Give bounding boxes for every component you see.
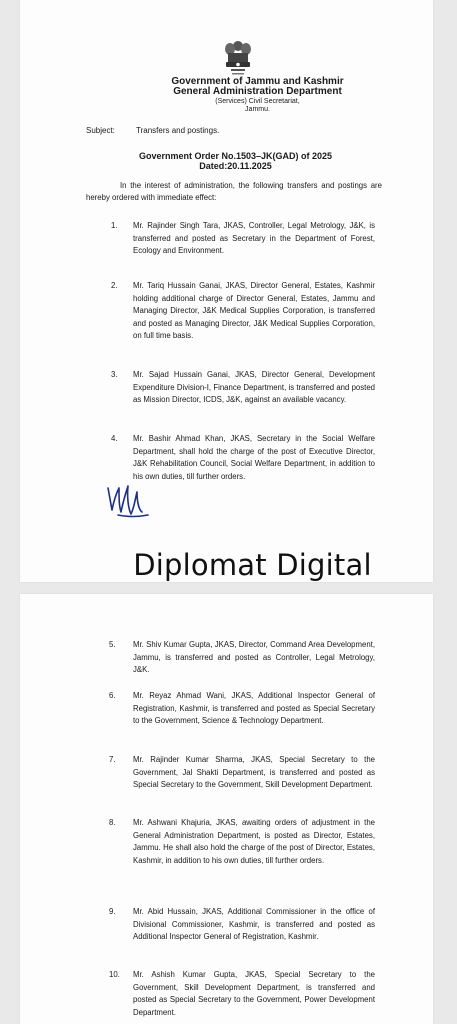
item-number: 7. <box>109 755 116 764</box>
item-text: Mr. Shiv Kumar Gupta, JKAS, Director, Command Area Development, Jammu, is transferred and posted as Controller, Legal Metrology, J&K. <box>133 640 375 674</box>
item-number: 4. <box>111 434 118 443</box>
item-text: Mr. Reyaz Ahmad Wani, JKAS, Additional Inspector General of Registration, Kashmir, is transferred and posted as Special Secretary to the Government, Science & Technology Department. <box>133 691 375 725</box>
header-secretariat: (Services) Civil Secretariat, <box>215 98 300 105</box>
list-item <box>111 369 375 407</box>
item-number: 10. <box>109 970 120 979</box>
subject-text: Transfers and postings. <box>136 126 220 135</box>
item-text: Mr. Rajinder Singh Tara, JKAS, Controller, Legal Metrology, J&K, is transferred and posted as Secretary in the Department of Forest, Ecology and Environment. <box>133 221 375 255</box>
list-item <box>109 639 375 677</box>
item-number: 3. <box>111 370 118 379</box>
item-number: 1. <box>111 221 118 230</box>
item-text: Mr. Bashir Ahmad Khan, JKAS, Secretary in the Social Welfare Department, shall hold the charge of the post of Executive Director, J&K Rehabilitation Council, Social Welfare Department, in addition to his own duties, till further orders. <box>133 434 375 481</box>
item-number: 5. <box>109 640 116 649</box>
item-number: 8. <box>109 818 116 827</box>
item-text: Mr. Ashish Kumar Gupta, JKAS, Special Secretary to the Government, Skill Development Department, is transferred and posted as Special Secretary to the Government, Power Development Department. <box>133 970 375 1017</box>
list-item <box>109 690 375 728</box>
list-item <box>109 754 375 792</box>
header-government: Government of Jammu and Kashmir <box>171 76 344 87</box>
item-number: 9. <box>109 907 116 916</box>
item-text: Mr. Rajinder Kumar Sharma, JKAS, Special Secretary to the Government, Jal Shakti Department, is transferred and posted as Special Secretary to the Government, Skill Development Department. <box>133 755 375 789</box>
item-text: Mr. Tariq Hussain Ganai, JKAS, Director General, Estates, Kashmir holding additional charge of Director General, Estates, Jammu and Managing Director, J&K Medical Supplies Corporation, is transferred and posted as Managing Director, J&K Medical Supplies Corporation, on full time basis. <box>133 281 375 340</box>
item-number: 2. <box>111 281 118 290</box>
header-city: Jammu. <box>245 106 270 113</box>
list-item <box>111 220 375 258</box>
list-item <box>109 969 375 1019</box>
item-number: 6. <box>109 691 116 700</box>
order-date: Dated:20.11.2025 <box>199 161 272 171</box>
header-department: General Administration Department <box>173 86 342 97</box>
list-item <box>111 433 375 483</box>
list-item <box>111 280 375 343</box>
intro-paragraph: In the interest of administration, the following transfers and postings are hereby ordered with immediate effect: <box>86 181 382 202</box>
subject-label: Subject: <box>86 126 115 135</box>
order-number: Government Order No.1503–JK(GAD) of 2025 <box>138 151 333 161</box>
list-item <box>109 906 375 944</box>
item-text: Mr. Sajad Hussain Ganai, JKAS, Director General, Development Expenditure Division-I, Finance Department, is transferred and posted as Mission Director, ICDS, J&K, against an available vacancy. <box>133 370 375 404</box>
item-text: Mr. Abid Hussain, JKAS, Additional Commissioner in the office of Divisional Commissioner, Kashmir, is transferred and posted as Additional Inspector General of Registration, Kashmir. <box>133 907 375 941</box>
item-text: Mr. Ashwani Khajuria, JKAS, awaiting orders of adjustment in the General Administration Department, is posted as Director, Estates, Jammu. He shall also hold the charge of the post of Director, Estates, Kashmir, in addition to his own duties, till further orders. <box>133 818 375 865</box>
watermark-text: Diplomat Digital <box>133 548 372 582</box>
handwritten-signature <box>104 478 152 520</box>
subject-line <box>86 126 219 135</box>
list-item <box>109 817 375 867</box>
